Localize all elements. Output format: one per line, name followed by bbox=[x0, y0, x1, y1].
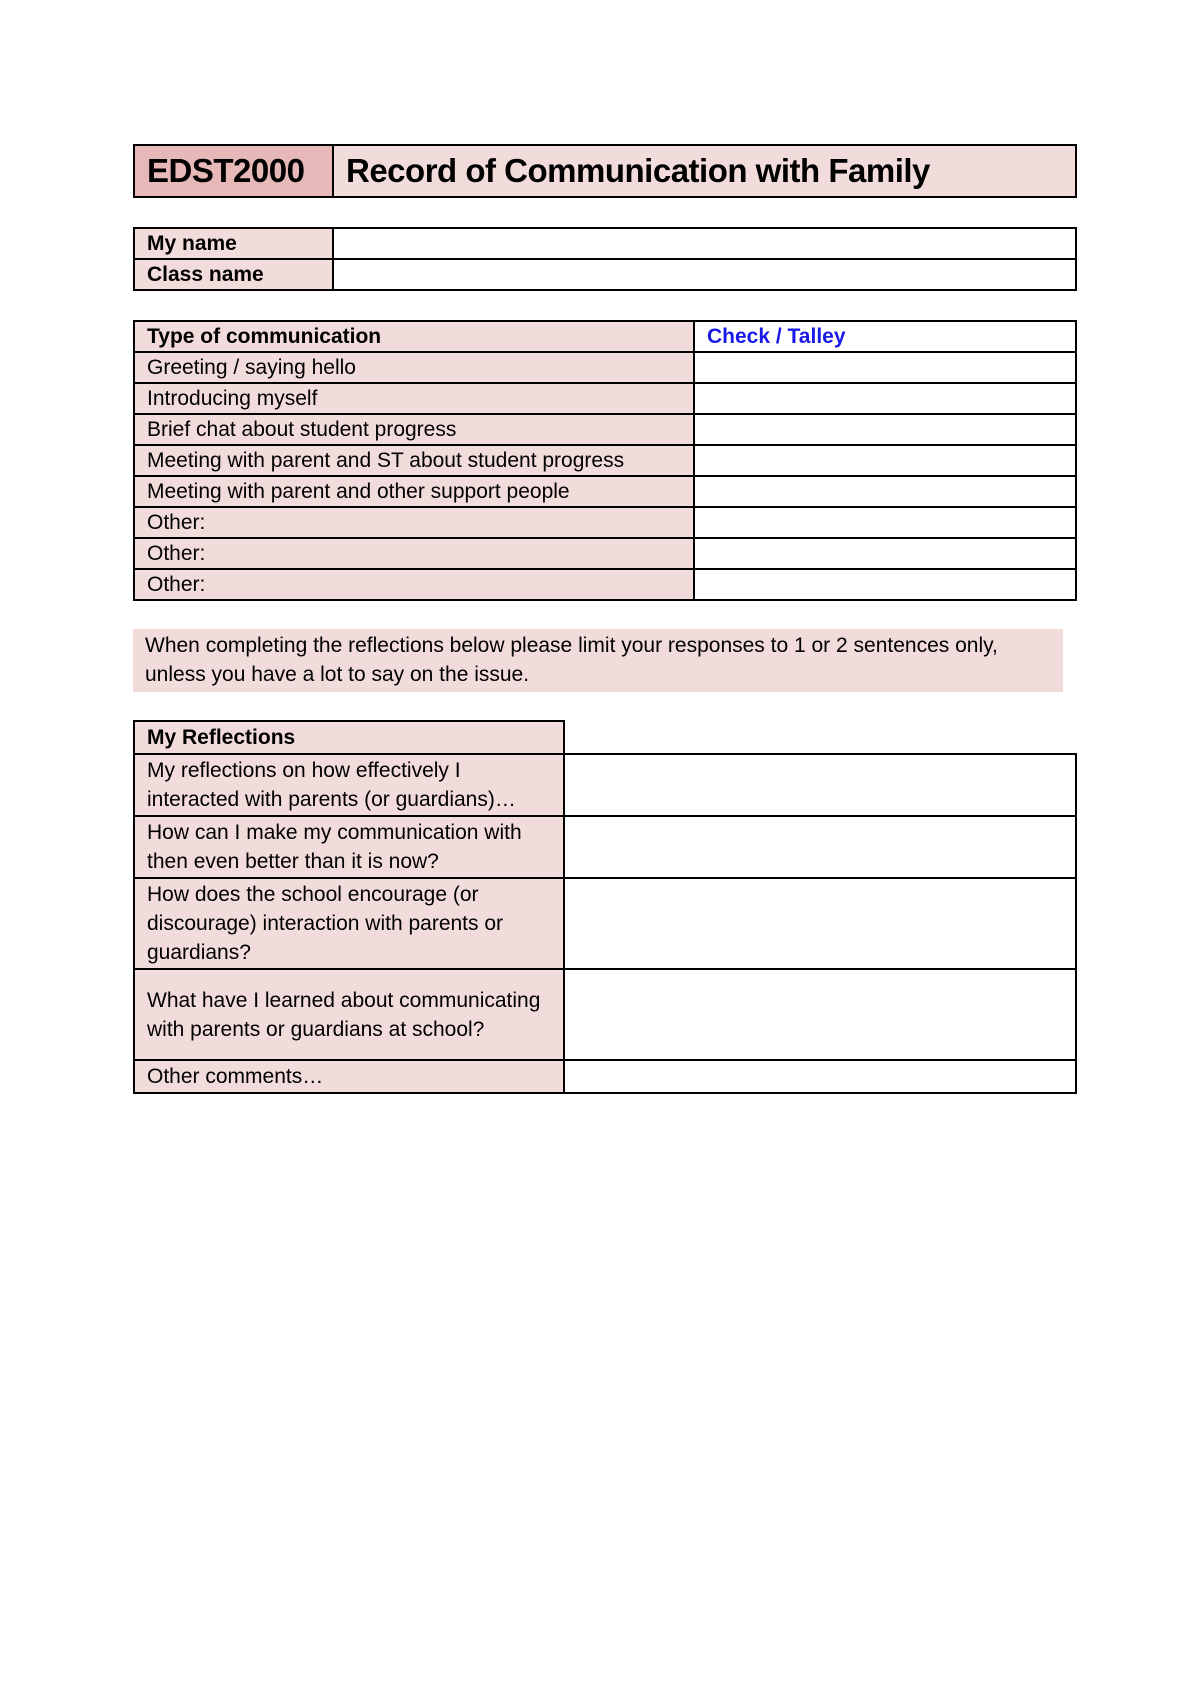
reflection-response[interactable] bbox=[564, 969, 1076, 1060]
table-row bbox=[134, 969, 1076, 1060]
table-row bbox=[134, 569, 1076, 600]
communication-type-header: Type of communication bbox=[134, 321, 694, 352]
table-row bbox=[134, 383, 1076, 414]
table-row bbox=[134, 414, 1076, 445]
check-cell[interactable] bbox=[694, 507, 1076, 538]
title-row bbox=[134, 145, 1076, 197]
communication-type-label: Meeting with parent and other support people bbox=[134, 476, 694, 507]
table-row bbox=[134, 538, 1076, 569]
table-row bbox=[134, 352, 1076, 383]
check-talley-header: Check / Talley bbox=[694, 321, 1076, 352]
my-name-label: My name bbox=[134, 228, 333, 259]
course-code: EDST2000 bbox=[134, 145, 333, 197]
communication-type-label: Other: bbox=[134, 569, 694, 600]
title-table bbox=[133, 144, 1077, 198]
form-sheet bbox=[133, 144, 1075, 1094]
communication-table bbox=[133, 320, 1077, 601]
reflection-response[interactable] bbox=[564, 1060, 1076, 1093]
communication-header-row bbox=[134, 321, 1076, 352]
communication-type-label: Brief chat about student progress bbox=[134, 414, 694, 445]
student-info-table bbox=[133, 227, 1077, 291]
class-name-field[interactable] bbox=[333, 259, 1076, 290]
reflections-header-spacer bbox=[564, 721, 1076, 754]
check-cell[interactable] bbox=[694, 383, 1076, 414]
check-cell[interactable] bbox=[694, 569, 1076, 600]
form-title: Record of Communication with Family bbox=[333, 145, 1076, 197]
check-cell[interactable] bbox=[694, 538, 1076, 569]
table-row bbox=[134, 1060, 1076, 1093]
reflections-header: My Reflections bbox=[134, 721, 564, 754]
table-row bbox=[134, 754, 1076, 816]
communication-type-label: Meeting with parent and ST about student progress bbox=[134, 445, 694, 476]
check-cell[interactable] bbox=[694, 445, 1076, 476]
communication-type-label: Greeting / saying hello bbox=[134, 352, 694, 383]
class-name-label: Class name bbox=[134, 259, 333, 290]
table-row bbox=[134, 507, 1076, 538]
reflections-header-row bbox=[134, 721, 1076, 754]
reflection-prompt: Other comments… bbox=[134, 1060, 564, 1093]
info-row-class bbox=[134, 259, 1076, 290]
reflection-instructions: When completing the reflections below please limit your responses to 1 or 2 sentences only, unless you have a lot to say on the issue. bbox=[133, 629, 1063, 692]
check-cell[interactable] bbox=[694, 476, 1076, 507]
check-cell[interactable] bbox=[694, 352, 1076, 383]
table-row bbox=[134, 445, 1076, 476]
info-row-name bbox=[134, 228, 1076, 259]
check-cell[interactable] bbox=[694, 414, 1076, 445]
my-name-field[interactable] bbox=[333, 228, 1076, 259]
reflection-prompt: What have I learned about communicating with parents or guardians at school? bbox=[134, 969, 564, 1060]
reflection-response[interactable] bbox=[564, 754, 1076, 816]
communication-type-label: Other: bbox=[134, 538, 694, 569]
reflection-prompt: How can I make my communication with then even better than it is now? bbox=[134, 816, 564, 878]
communication-type-label: Introducing myself bbox=[134, 383, 694, 414]
table-row bbox=[134, 816, 1076, 878]
reflection-response[interactable] bbox=[564, 878, 1076, 969]
reflection-response[interactable] bbox=[564, 816, 1076, 878]
reflection-prompt: How does the school encourage (or discourage) interaction with parents or guardians? bbox=[134, 878, 564, 969]
reflection-prompt: My reflections on how effectively I interacted with parents (or guardians)… bbox=[134, 754, 564, 816]
communication-type-label: Other: bbox=[134, 507, 694, 538]
reflections-table bbox=[133, 720, 1077, 1094]
table-row bbox=[134, 878, 1076, 969]
table-row bbox=[134, 476, 1076, 507]
